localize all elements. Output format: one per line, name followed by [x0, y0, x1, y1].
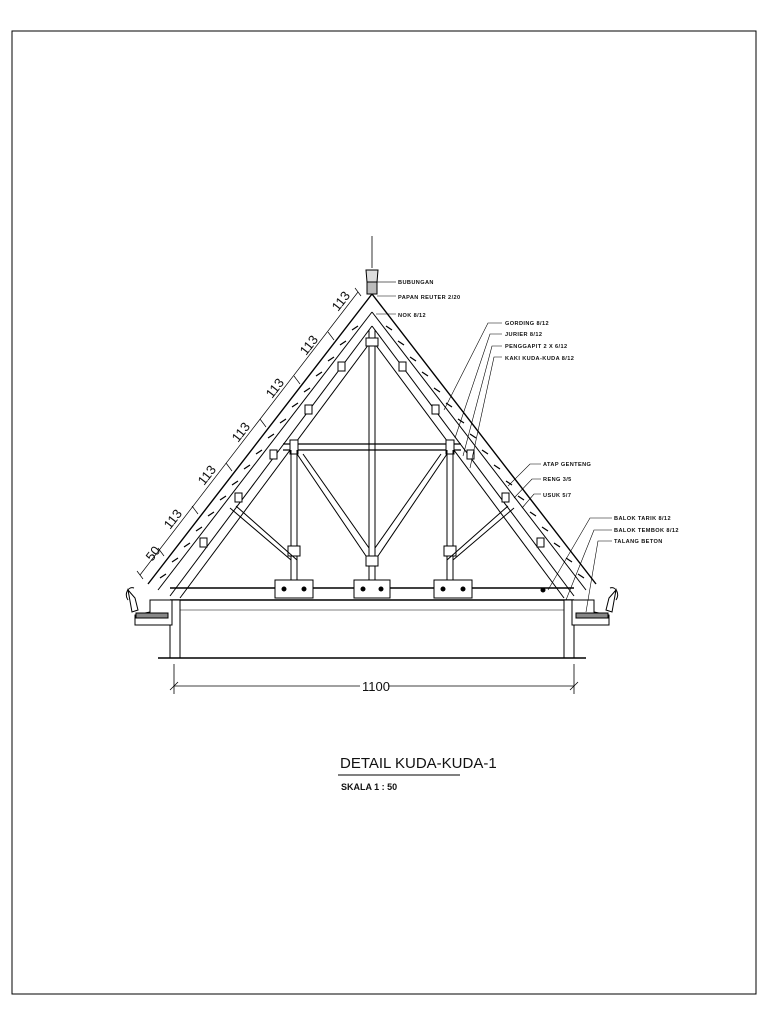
callout-bubungan: BUBUNGAN — [398, 280, 434, 286]
rafter-dimension: 113 — [160, 506, 186, 532]
callout-balok-tarik: BALOK TARIK 8/12 — [614, 516, 671, 522]
callout-kaki-kuda-kuda: KAKI KUDA-KUDA 8/12 — [505, 356, 575, 362]
callout-atap-genteng: ATAP GENTENG — [543, 462, 592, 468]
callout-gording: GORDING 8/12 — [505, 321, 549, 327]
eave-dimension: 50 — [142, 543, 164, 564]
rafter-dimension: 113 — [262, 375, 288, 401]
drawing-title: DETAIL KUDA-KUDA-1 — [340, 755, 497, 772]
callout-reng: RENG 3/5 — [543, 477, 572, 483]
roof-truss — [126, 236, 617, 658]
rafter-dimension: 113 — [194, 462, 220, 488]
callout-balok-tembok: BALOK TEMBOK 8/12 — [614, 528, 679, 534]
callout-nok: NOK 8/12 — [398, 313, 427, 319]
sheet-border — [12, 31, 756, 994]
callout-papan-reuter: PAPAN REUTER 2/20 — [398, 295, 461, 301]
callout-talang-beton: TALANG BETON — [614, 539, 663, 545]
rafter-dimension: 113 — [296, 332, 322, 358]
overall-width-label: 1100 — [362, 679, 390, 694]
callout-penggapit: PENGGAPIT 2 X 6/12 — [505, 344, 568, 350]
callout-usuk: USUK 5/7 — [543, 493, 572, 499]
callout-jurier: JURIER 8/12 — [505, 332, 543, 338]
drawing-scale: SKALA 1 : 50 — [341, 782, 398, 792]
callout-leaders — [372, 282, 612, 612]
rafter-dimension: 113 — [228, 419, 254, 445]
rafter-dimension: 113 — [328, 288, 354, 314]
